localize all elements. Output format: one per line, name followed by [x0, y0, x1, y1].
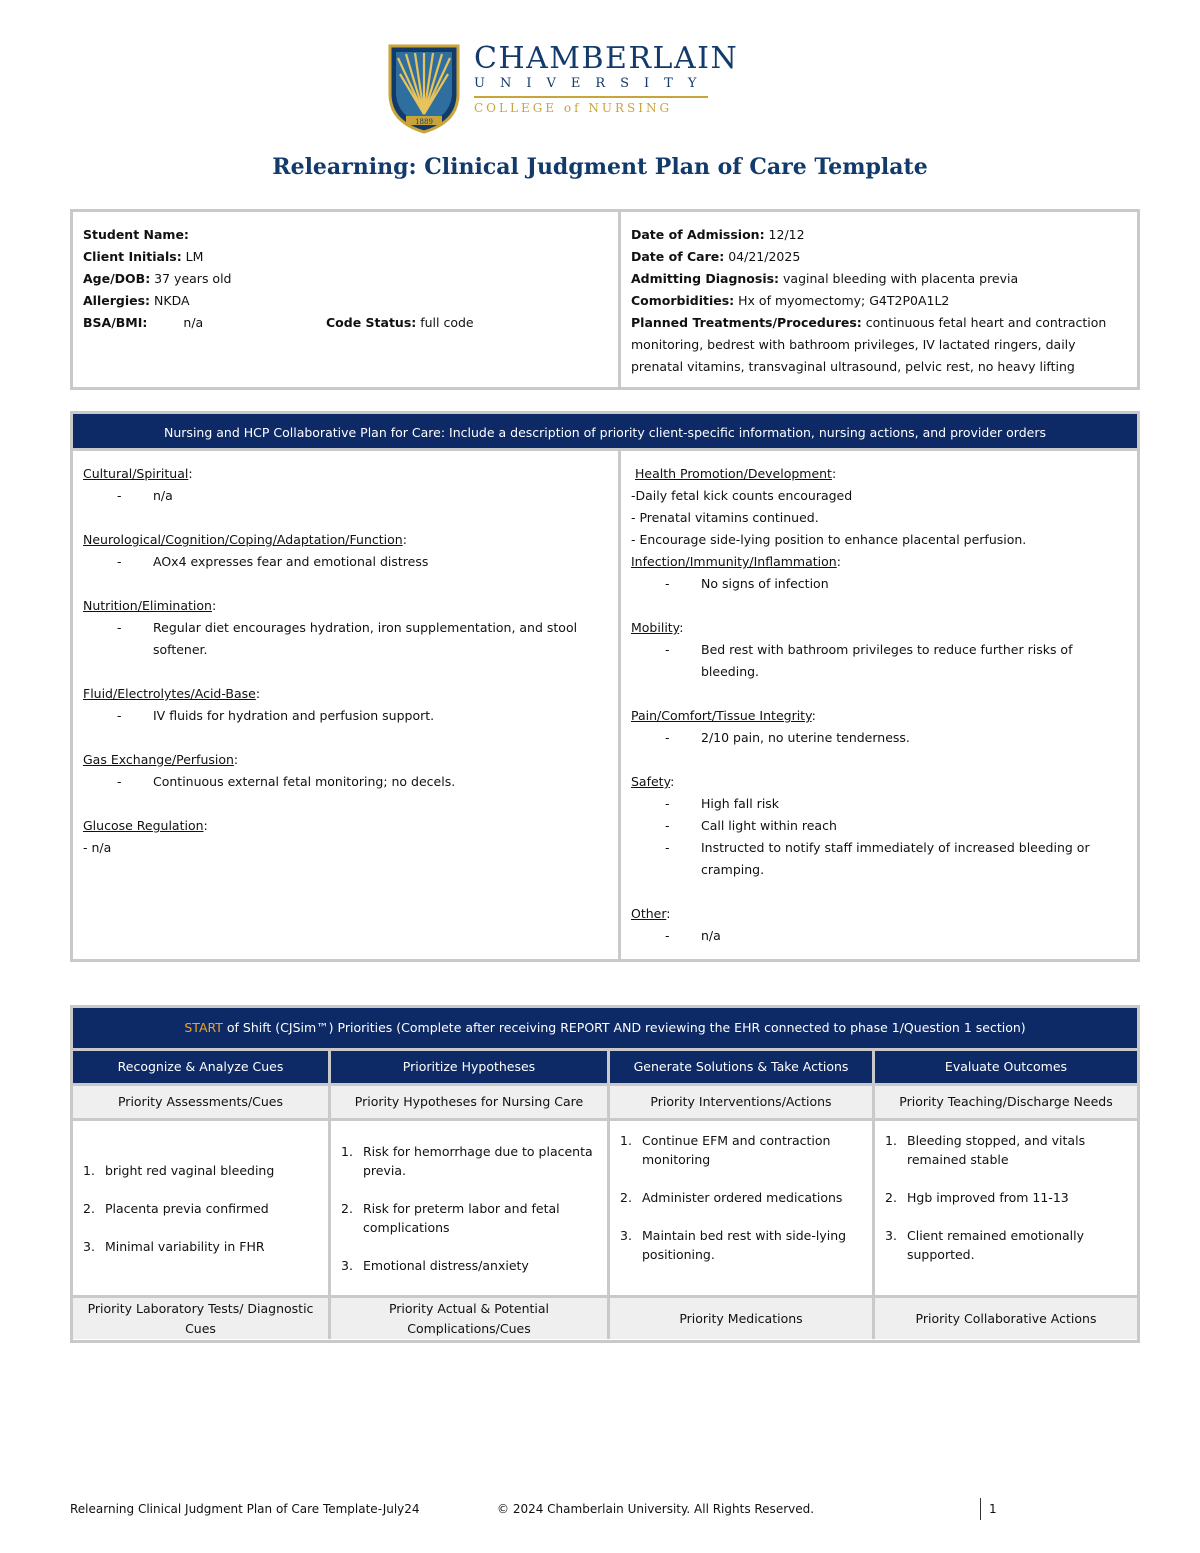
list-item: - n/a	[665, 928, 721, 943]
outcomes-cell	[875, 1118, 1137, 1295]
gas-exchange-heading: Gas Exchange/Perfusion:	[83, 752, 239, 767]
list-item: 1. bright red vaginal bleeding	[83, 1162, 275, 1178]
cultural-heading: Cultural/Spiritual:	[83, 466, 193, 481]
list-item: 2. Hgb improved from 11-13	[885, 1190, 1069, 1205]
svg-text:1889: 1889	[415, 118, 433, 126]
logo-college: COLLEGE of NURSING	[474, 101, 673, 115]
client-info-left	[73, 212, 621, 387]
start-header: START of Shift (CJSim™) Priorities (Complete after receiving REPORT AND reviewing the EHR connected to phase 1/Question 1 section)	[73, 1008, 1137, 1048]
list-item: 3. Minimal variability in FHR	[83, 1238, 265, 1254]
column-footer: Priority Laboratory Tests/ Diagnostic Cues	[73, 1295, 331, 1339]
column-subheader: Priority Hypotheses for Nursing Care	[331, 1083, 610, 1118]
column-footer: Priority Actual & Potential Complications/Cues	[331, 1295, 610, 1339]
list-item: 3. Client remained emotionally supported.	[885, 1228, 1085, 1262]
column-subheader: Priority Assessments/Cues	[73, 1083, 331, 1118]
bsa-code-row: BSA/BMI: n/a Code Status: full code	[83, 315, 474, 330]
column-header: Generate Solutions & Take Actions	[610, 1048, 875, 1083]
assessments-cell	[73, 1118, 331, 1295]
list-item: 1. Bleeding stopped, and vitals remained stable	[885, 1133, 1086, 1167]
list-item: 2. Risk for preterm labor and fetal complications	[341, 1200, 560, 1235]
other-heading: Other:	[631, 906, 671, 921]
collaborative-plan-table	[70, 411, 1140, 962]
comorbidities-row: Comorbidities: Hx of myomectomy; G4T2P0A1L2	[631, 293, 950, 308]
neuro-heading: Neurological/Cognition/Coping/Adaptation/Function:	[83, 532, 407, 547]
list-item: - Call light within reach	[665, 818, 837, 833]
client-info-table	[70, 209, 1140, 390]
list-item: - Continuous external fetal monitoring; no decels.	[117, 774, 456, 789]
plan-left-column	[73, 451, 621, 959]
logo-name: CHAMBERLAIN	[474, 41, 739, 76]
interventions-cell	[610, 1118, 875, 1295]
column-header: Prioritize Hypotheses	[331, 1048, 610, 1083]
column-header: Recognize & Analyze Cues	[73, 1048, 331, 1083]
list-item: - Regular diet encourages hydration, iron supplementation, and stool softener.	[117, 620, 578, 657]
plan-right-column	[621, 451, 1137, 959]
list-item: 1. Risk for hemorrhage due to placenta previa.	[341, 1143, 593, 1178]
treatments-row: Planned Treatments/Procedures: continuous fetal heart and contraction monitoring, bedrest with bathroom privileges, IV lactated ringers, daily prenatal vitamins, transvaginal ultrasound, pelvic rest, no heavy lifting	[631, 315, 1107, 374]
allergies-row: Allergies: NKDA	[83, 293, 190, 308]
list-item: - IV fluids for hydration and perfusion support.	[117, 708, 435, 723]
list-item: - 2/10 pain, no uterine tenderness.	[665, 730, 910, 745]
list-item: - AOx4 expresses fear and emotional distress	[117, 554, 429, 569]
admission-row: Date of Admission: 12/12	[631, 227, 805, 242]
list-item: -Daily fetal kick counts encouraged	[631, 488, 853, 503]
list-item: - Instructed to notify staff immediately of increased bleeding or cramping.	[665, 840, 1090, 877]
footer-template-name: Relearning Clinical Judgment Plan of Care Template-July24	[70, 1502, 420, 1516]
list-item: 1. Continue EFM and contraction monitoring	[620, 1133, 831, 1167]
plan-header: Nursing and HCP Collaborative Plan for Care: Include a description of priority client-specific information, nursing actions, and provider orders	[73, 414, 1137, 451]
chamberlain-logo	[388, 41, 739, 136]
list-item: - Prenatal vitamins continued.	[631, 510, 819, 525]
diagnosis-row: Admitting Diagnosis: vaginal bleeding with placenta previa	[631, 271, 1019, 286]
health-promotion-heading: Health Promotion/Development:	[634, 466, 837, 481]
list-item: - n/a	[117, 488, 173, 503]
list-item: 2. Placenta previa confirmed	[83, 1200, 269, 1216]
document-title: Relearning: Clinical Judgment Plan of Care Template	[272, 154, 928, 180]
column-header: Evaluate Outcomes	[875, 1048, 1137, 1083]
page-number: 1	[980, 1498, 997, 1520]
start-of-shift-table	[70, 1005, 1140, 1343]
care-date-row: Date of Care: 04/21/2025	[631, 249, 801, 264]
logo-rule	[474, 96, 708, 98]
age-row: Age/DOB: 37 years old	[83, 271, 232, 286]
column-footer: Priority Medications	[610, 1295, 875, 1339]
list-item: 2. Administer ordered medications	[620, 1190, 843, 1205]
shield-logo-icon	[388, 44, 460, 134]
list-item: - Encourage side-lying position to enhance placental perfusion.	[631, 532, 1027, 547]
infection-heading: Infection/Immunity/Inflammation:	[631, 554, 841, 569]
list-item: - No signs of infection	[665, 576, 829, 591]
logo-university: UNIVERSITY	[474, 76, 712, 91]
column-subheader: Priority Interventions/Actions	[610, 1083, 875, 1118]
client-info-right	[621, 212, 1137, 387]
student-name-row: Student Name:	[83, 227, 189, 242]
list-item: - n/a	[83, 840, 112, 855]
list-item: 3. Emotional distress/anxiety	[341, 1257, 529, 1273]
pain-heading: Pain/Comfort/Tissue Integrity:	[631, 708, 816, 723]
safety-heading: Safety:	[631, 774, 675, 789]
mobility-heading: Mobility:	[631, 620, 684, 635]
column-footer: Priority Collaborative Actions	[875, 1295, 1137, 1339]
list-item: 3. Maintain bed rest with side-lying positioning.	[620, 1228, 847, 1262]
column-subheader: Priority Teaching/Discharge Needs	[875, 1083, 1137, 1118]
list-item: - Bed rest with bathroom privileges to reduce further risks of bleeding.	[665, 642, 1073, 679]
glucose-heading: Glucose Regulation:	[83, 818, 208, 833]
fluid-heading: Fluid/Electrolytes/Acid-Base:	[83, 686, 261, 701]
list-item: - High fall risk	[665, 796, 780, 811]
nutrition-heading: Nutrition/Elimination:	[83, 598, 217, 613]
client-initials-row: Client Initials: LM	[83, 249, 204, 264]
hypotheses-cell	[331, 1118, 610, 1295]
footer-copyright: © 2024 Chamberlain University. All Rights Reserved.	[497, 1502, 815, 1516]
